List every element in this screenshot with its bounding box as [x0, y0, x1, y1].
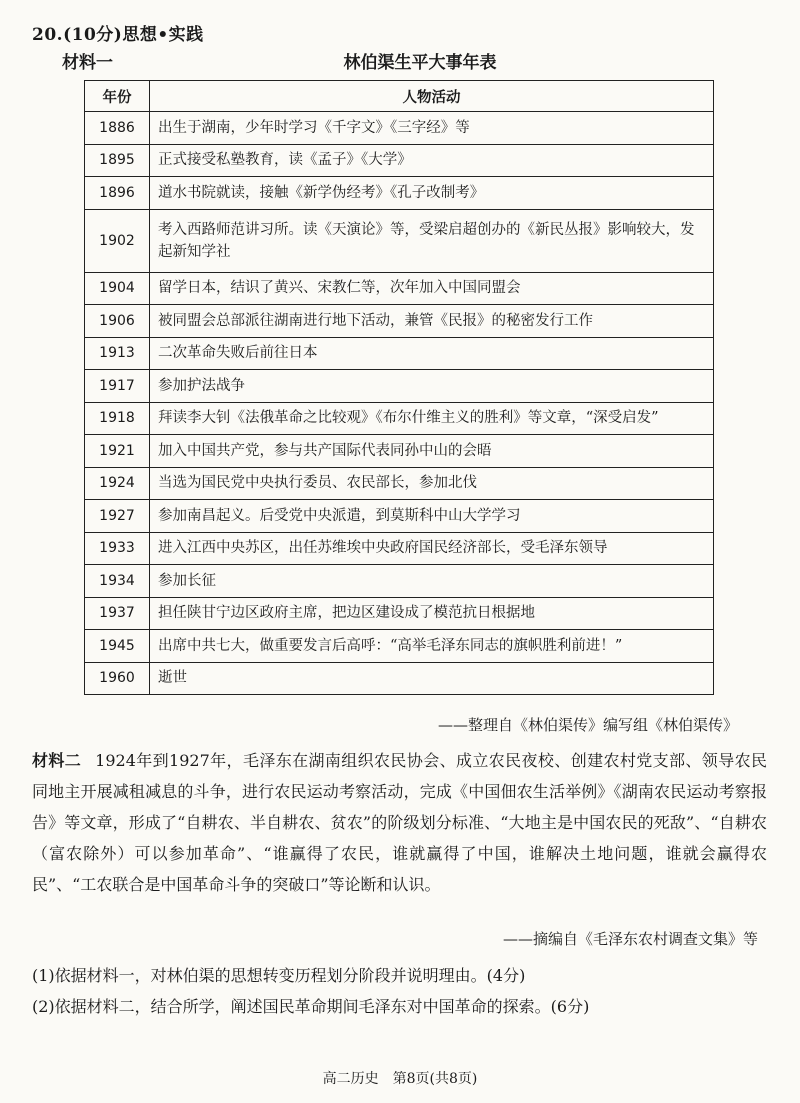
- table-title: 林伯渠生平大事年表: [343, 53, 497, 73]
- column-header-year: 年份: [85, 81, 150, 112]
- table-row: [85, 112, 714, 145]
- material2-paragraph: [32, 745, 767, 900]
- row-year: 1960: [85, 662, 150, 695]
- row-year: 1921: [85, 435, 150, 468]
- row-year: 1927: [85, 500, 150, 533]
- table-row: [85, 597, 714, 630]
- row-year: 1906: [85, 305, 150, 338]
- table-row: [85, 467, 714, 500]
- column-header-activity: 人物活动: [150, 81, 714, 112]
- row-year: 1937: [85, 597, 150, 630]
- row-activity: 被同盟会总部派往湖南进行地下活动，兼管《民报》的秘密发行工作: [150, 305, 714, 338]
- question-header: 20.(10分)思想•实践: [32, 25, 204, 45]
- row-year: 1945: [85, 630, 150, 663]
- table-row: [85, 532, 714, 565]
- material2-label: 材料二: [32, 751, 82, 770]
- row-year: 1917: [85, 370, 150, 403]
- row-activity: 加入中国共产党，参与共产国际代表同孙中山的会晤: [150, 435, 714, 468]
- material1-label: 材料一: [62, 53, 113, 73]
- row-activity: 参加护法战争: [150, 370, 714, 403]
- table-row: [85, 272, 714, 305]
- row-year: 1934: [85, 565, 150, 598]
- question-2: (2)依据材料二，结合所学，阐述国民革命期间毛泽东对中国革命的探索。(6分): [32, 997, 590, 1016]
- row-activity: 二次革命失败后前往日本: [150, 337, 714, 370]
- row-activity: 道水书院就读，接触《新学伪经考》《孔子改制考》: [150, 177, 714, 210]
- material2-source: ——摘编自《毛泽东农村调查文集》等: [502, 930, 758, 948]
- row-year: 1896: [85, 177, 150, 210]
- row-year: 1895: [85, 144, 150, 177]
- row-year: 1902: [85, 209, 150, 272]
- table-row: [85, 500, 714, 533]
- row-year: 1913: [85, 337, 150, 370]
- row-year: 1904: [85, 272, 150, 305]
- row-activity: 正式接受私塾教育，读《孟子》《大学》: [150, 144, 714, 177]
- row-year: 1886: [85, 112, 150, 145]
- question-1: (1)依据材料一，对林伯渠的思想转变历程划分阶段并说明理由。(4分): [32, 966, 526, 985]
- row-year: 1918: [85, 402, 150, 435]
- row-activity: 逝世: [150, 662, 714, 695]
- row-activity: 拜读李大钊《法俄革命之比较观》《布尔什维主义的胜利》等文章，“深受启发”: [150, 402, 714, 435]
- table-row: [85, 402, 714, 435]
- page-footer: 高二历史 第8页(共8页): [322, 1071, 478, 1087]
- row-activity: 当选为国民党中央执行委员、农民部长，参加北伐: [150, 467, 714, 500]
- table-header-row: [85, 81, 714, 112]
- chronology-table: [84, 80, 714, 695]
- table-row: [85, 565, 714, 598]
- table-row: [85, 370, 714, 403]
- row-year: 1933: [85, 532, 150, 565]
- material2-text: 1924年到1927年，毛泽东在湖南组织农民协会、成立农民夜校、创建农村党支部、领导农民同地主开展减租减息的斗争，进行农民运动考察活动，完成《中国佃农生活举例》《湖南农民运动考察报告》等文章，形成了“自耕农、半自耕农、贫农”的阶级划分标准、“大地主是中国农民的死敌”、“自耕农（富农除外）可以参加革命”、“谁赢得了农民，谁就赢得了中国，谁解决土地问题，谁就会赢得农民”、“工农联合是中国革命斗争的突破口”等论断和认识。: [32, 751, 767, 894]
- table-row: [85, 662, 714, 695]
- table-row: [85, 630, 714, 663]
- material1-source: ——整理自《林伯渠传》编写组《林伯渠传》: [437, 716, 738, 734]
- row-activity: 出席中共七大，做重要发言后高呼：“高举毛泽东同志的旗帜胜利前进！”: [150, 630, 714, 663]
- row-year: 1924: [85, 467, 150, 500]
- row-activity: 参加长征: [150, 565, 714, 598]
- row-activity: 进入江西中央苏区，出任苏维埃中央政府国民经济部长，受毛泽东领导: [150, 532, 714, 565]
- row-activity: 考入西路师范讲习所。读《天演论》等，受梁启超创办的《新民丛报》影响较大，发起新知学社: [150, 209, 714, 272]
- table-row: [85, 209, 714, 272]
- table-row: [85, 337, 714, 370]
- row-activity: 担任陕甘宁边区政府主席，把边区建设成了模范抗日根据地: [150, 597, 714, 630]
- table-row: [85, 305, 714, 338]
- row-activity: 出生于湖南，少年时学习《千字文》《三字经》等: [150, 112, 714, 145]
- table-row: [85, 177, 714, 210]
- row-activity: 留学日本，结识了黄兴、宋教仁等，次年加入中国同盟会: [150, 272, 714, 305]
- table-row: [85, 144, 714, 177]
- row-activity: 参加南昌起义。后受党中央派遣，到莫斯科中山大学学习: [150, 500, 714, 533]
- table-row: [85, 435, 714, 468]
